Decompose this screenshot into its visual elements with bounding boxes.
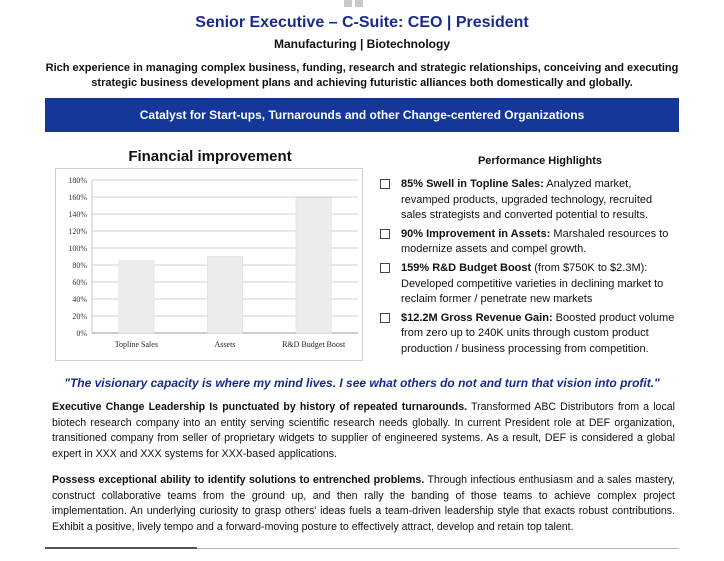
financial-chart (55, 168, 363, 361)
leadership-paragraph (52, 400, 675, 462)
y-tick-label: 20% (72, 312, 87, 321)
y-tick-label: 120% (68, 227, 87, 236)
highlight-detail: (from $750K to $2.3M): Developed competitive varieties in declining market to reclaim former / penetrate new markets (401, 261, 664, 306)
y-tick-label: 180% (68, 176, 87, 185)
highlight-item (380, 261, 680, 308)
bar (296, 198, 331, 333)
checkbox-icon (380, 229, 390, 239)
paragraph-heading: Possess exceptional ability to identify solutions to entrenched problems. (52, 474, 425, 486)
vision-quote: "The visionary capacity is where my mind lives. I see what others do not and turn that vision into profit." (64, 376, 660, 390)
performance-highlights-title: Performance Highlights (477, 155, 603, 167)
chart-title: Financial improvement (128, 148, 292, 165)
highlight-detail: Boosted product volume from zero up to 240K units through custom product production / business processing from competition. (401, 311, 675, 355)
y-tick-label: 100% (68, 244, 87, 253)
y-tick-label: 160% (68, 193, 87, 202)
highlight-item (380, 177, 680, 224)
y-tick-label: 0% (76, 329, 87, 338)
page-title: Senior Executive – C-Suite: CEO | President (195, 14, 529, 31)
highlight-heading: 85% Swell in Topline Sales: (401, 178, 544, 190)
highlight-heading: $12.2M Gross Revenue Gain: (401, 311, 553, 324)
paragraph-body: Through infectious enthusiasm and a sales mastery, construct collaborative teams from the ground up, and then rally the banding of those teams to achieve complex project implementation. An underlying curiosity to grasp others' ideas fuels a team-driven leadership style that exacts robust contributions. Exhibit a positive, lively tempo and a forward-moving posture to effectively attract, develop and retain top talent. (52, 474, 675, 533)
chart-canvas (56, 169, 362, 360)
highlight-text (401, 311, 680, 358)
checkbox-icon (380, 313, 390, 323)
x-tick-label: R&D Budget Boost (282, 340, 346, 349)
banner-text: Catalyst for Start-ups, Turnarounds and other Change-centered Organizations (139, 108, 585, 122)
checkbox-icon (380, 263, 390, 273)
bar (207, 257, 242, 334)
highlight-detail: Analyzed market, revamped products, upgraded technology, recruited sales strategists and converted potential to results. (401, 178, 653, 222)
x-tick-label: Assets (214, 340, 236, 349)
checkbox-icon (380, 179, 390, 189)
catalyst-banner (45, 98, 679, 132)
bar (119, 261, 154, 333)
highlights-list (380, 177, 680, 361)
y-tick-label: 140% (68, 210, 87, 219)
y-tick-label: 40% (72, 295, 87, 304)
footer-accent-rule (45, 547, 197, 549)
top-decoration (344, 0, 363, 7)
highlight-detail: Marshaled resources to modernize assets and compel growth. (401, 227, 669, 256)
highlight-item (380, 311, 680, 358)
highlight-text (401, 227, 680, 258)
highlight-text (401, 177, 680, 224)
y-tick-label: 80% (72, 261, 87, 270)
industry-subtitle: Manufacturing | Biotechnology (273, 37, 451, 51)
y-tick-label: 60% (72, 278, 87, 287)
paragraph-body: Transformed ABC Distributors from a local biotech research company into an entity serving scientific research needs globally. In current President role at DEF organization, transitioned company from seller of proprietary widgets to supplier of engineered systems. As a result, DEF is considered a global expert in XXX and XXX systems for XXX-based applications. (52, 401, 675, 460)
highlight-heading: 159% R&D Budget Boost (401, 261, 532, 274)
highlight-item (380, 227, 680, 258)
solutions-paragraph (52, 473, 675, 535)
summary-text: Rich experience in managing complex business, funding, research and strategic relationships, conceiving and executing strategic business development plans and achieving futuristic alliances both domestically and globally. (45, 62, 679, 89)
highlight-heading: 90% Improvement in Assets: (401, 227, 551, 240)
paragraph-heading: Executive Change Leadership Is punctuated by history of repeated turnarounds. (52, 401, 468, 413)
x-tick-label: Topline Sales (114, 340, 158, 349)
highlight-text (401, 261, 680, 308)
